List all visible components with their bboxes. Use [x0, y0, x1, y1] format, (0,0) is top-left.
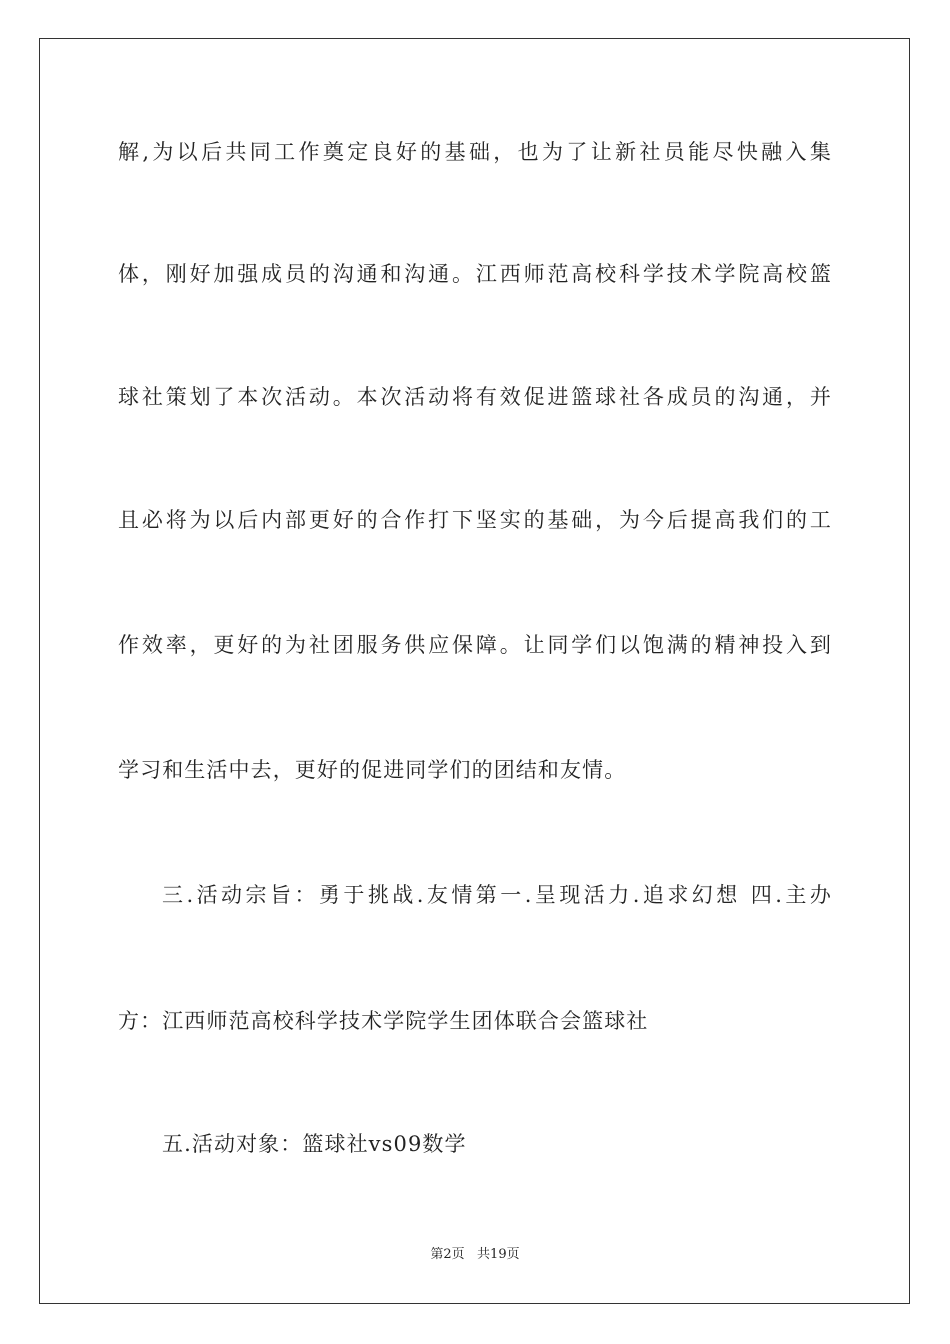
- body-text-line-5: 作效率，更好的为社团服务供应保障。让同学们以饱满的精神投入到: [118, 633, 832, 657]
- body-text-line-2: 体，刚好加强成员的沟通和沟通。江西师范高校科学技术学院高校篮: [118, 262, 832, 286]
- body-text-line-3: 球社策划了本次活动。本次活动将有效促进篮球社各成员的沟通，并: [118, 385, 832, 409]
- section-three-heading: 三.活动宗旨：勇于挑战.友情第一.呈现活力.追求幻想 四.主办: [162, 883, 832, 907]
- section-five-heading: 五.活动对象：篮球社vs09数学: [162, 1132, 467, 1156]
- body-text-line-1: 解,为以后共同工作奠定良好的基础，也为了让新社员能尽快融入集: [118, 140, 832, 164]
- page-border: [39, 38, 910, 1304]
- body-text-line-6: 学习和生活中去，更好的促进同学们的团结和友情。: [118, 758, 627, 782]
- section-three-continuation: 方：江西师范高校科学技术学院学生团体联合会篮球社: [118, 1009, 649, 1033]
- page-number-footer: 第2页 共19页: [430, 1247, 520, 1262]
- body-text-line-4: 且必将为以后内部更好的合作打下坚实的基础，为今后提高我们的工: [118, 508, 832, 532]
